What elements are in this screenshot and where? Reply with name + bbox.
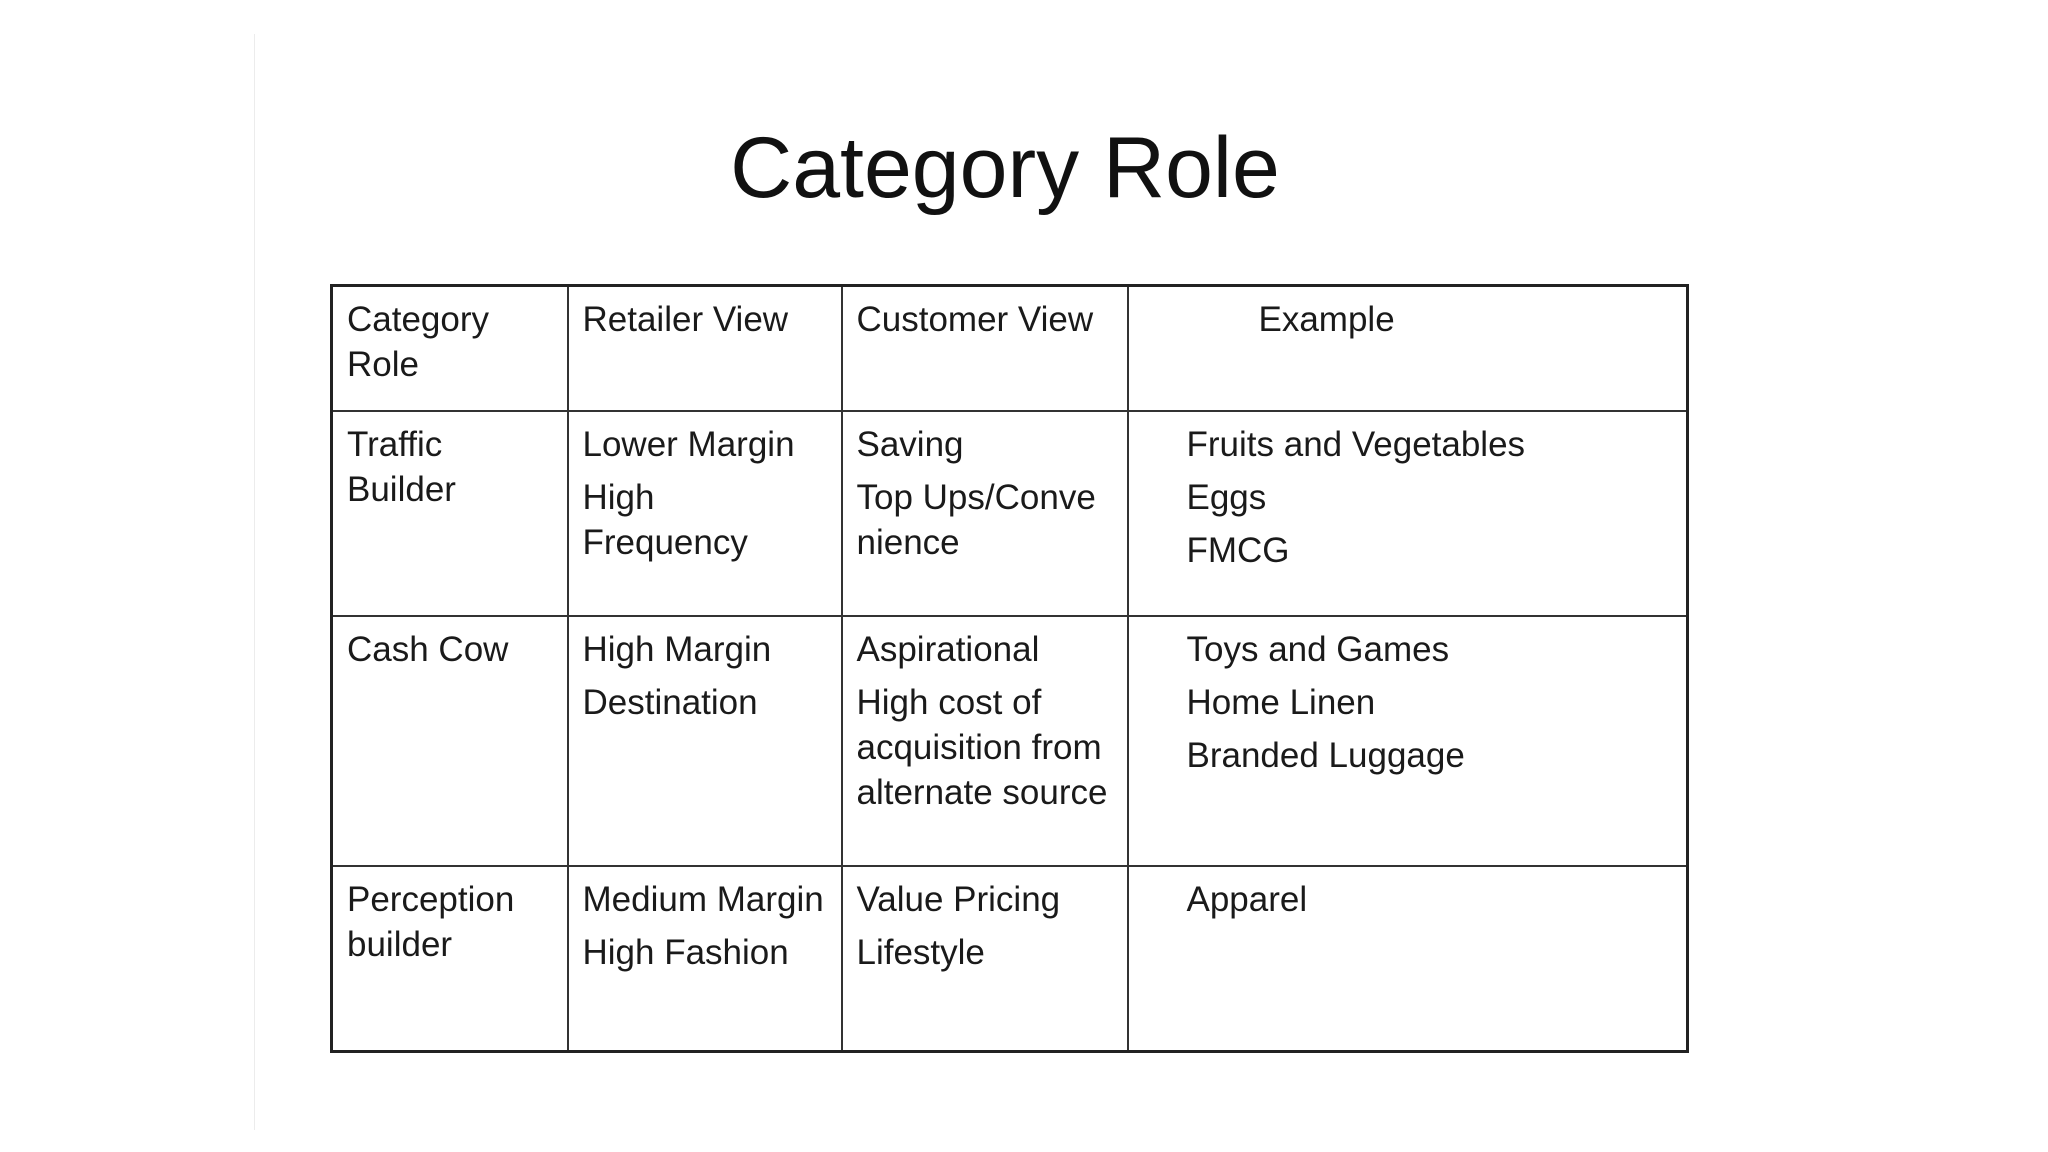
customer-view-cell (842, 866, 1128, 1052)
retailer-view-cell (568, 866, 842, 1052)
header-cell-example: Example (1128, 286, 1688, 412)
customer-view-item: Value Pricing (856, 880, 1061, 919)
example-cell (1128, 616, 1688, 866)
category-role-table (330, 284, 1689, 1053)
customer-view-item: Top Ups/Convenience (856, 478, 1096, 562)
retailer-view-item: Medium Margin (582, 880, 824, 919)
header-cell-category-role: Category Role (332, 286, 568, 412)
table-header-row (332, 286, 1688, 412)
example-item: Eggs (1186, 478, 1267, 517)
example-item: Toys and Games (1186, 630, 1450, 669)
retailer-view-cell (568, 616, 842, 866)
retailer-view-item: Lower Margin (582, 425, 795, 464)
example-cell (1128, 411, 1688, 616)
customer-view-item: High cost of acquisition from alternate source (856, 683, 1108, 812)
customer-view-item: Lifestyle (856, 933, 985, 972)
retailer-view-item: High Frequency (582, 478, 748, 562)
example-item: FMCG (1186, 531, 1290, 570)
example-item: Branded Luggage (1186, 736, 1465, 775)
retailer-view-item: High Margin (582, 630, 772, 669)
customer-view-item: Saving (856, 425, 964, 464)
table-row (332, 411, 1688, 616)
example-item: Fruits and Vegetables (1186, 425, 1526, 464)
retailer-view-cell (568, 411, 842, 616)
role-cell: Perception builder (332, 866, 568, 1052)
example-cell (1128, 866, 1688, 1052)
header-cell-customer-view: Customer View (842, 286, 1128, 412)
table-row (332, 616, 1688, 866)
role-cell: Traffic Builder (332, 411, 568, 616)
example-item: Home Linen (1186, 683, 1376, 722)
header-cell-retailer-view: Retailer View (568, 286, 842, 412)
customer-view-cell (842, 411, 1128, 616)
slide-title: Category Role (730, 120, 1280, 216)
role-cell: Cash Cow (332, 616, 568, 866)
table-row (332, 866, 1688, 1052)
retailer-view-item: High Fashion (582, 933, 789, 972)
customer-view-cell (842, 616, 1128, 866)
customer-view-item: Aspirational (856, 630, 1040, 669)
example-item: Apparel (1186, 880, 1308, 919)
retailer-view-item: Destination (582, 683, 758, 722)
